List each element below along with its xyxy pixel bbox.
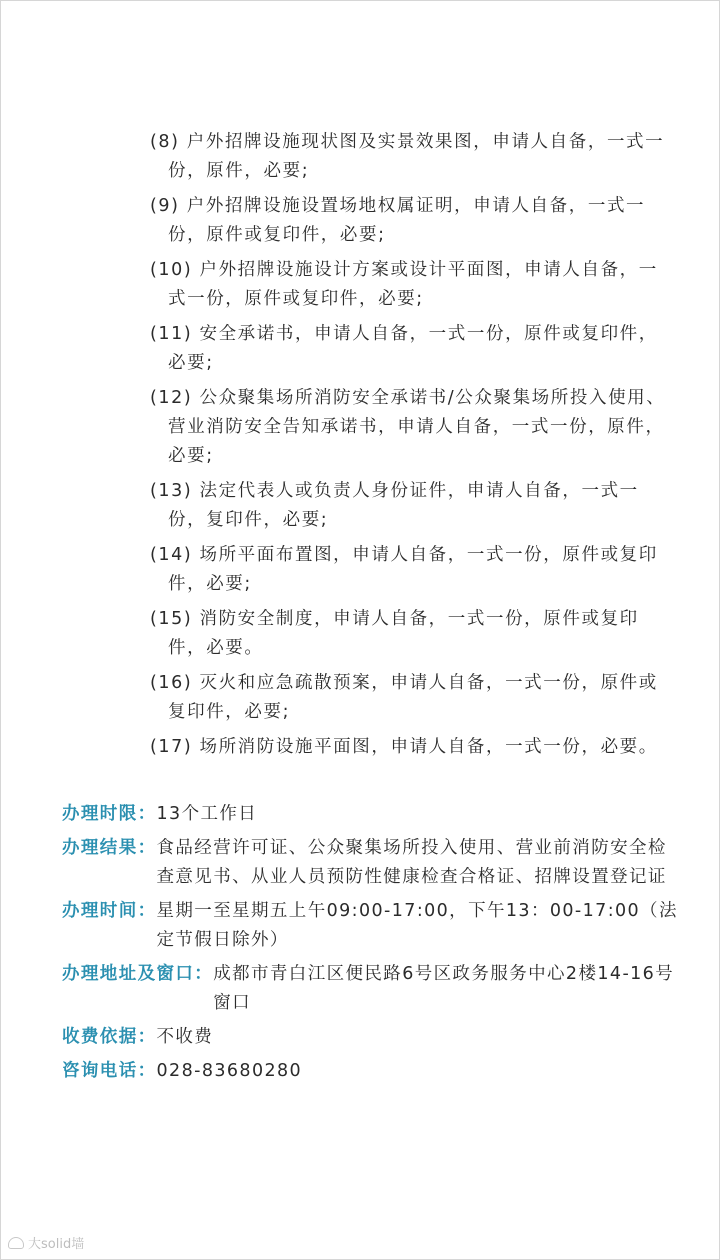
material-item-17: (17) 场所消防设施平面图，申请人自备，一式一份，必要。 — [150, 737, 658, 757]
material-item-13: (13) 法定代表人或负责人身份证件，申请人自备，一式一份，复印件，必要; — [150, 481, 639, 530]
watermark-text: 大solid墙 — [28, 1237, 85, 1252]
phone-row — [62, 1057, 682, 1086]
material-item-14: (14) 场所平面布置图，申请人自备，一式一份，原件或复印件，必要; — [150, 545, 658, 594]
address-label: 办理地址及窗口： — [62, 964, 214, 984]
watermark-logo-icon — [8, 1237, 24, 1249]
hours-label: 办理时间： — [62, 901, 157, 921]
service-info — [62, 800, 682, 1091]
fee-value: 不收费 — [156, 1027, 214, 1047]
time-limit-value: 13个工作日 — [156, 804, 258, 824]
address-row — [62, 960, 682, 1018]
hours-row — [62, 897, 682, 955]
phone-label: 咨询电话： — [62, 1061, 157, 1081]
phone-value: 028-83680280 — [156, 1061, 303, 1081]
material-item-8: (8) 户外招牌设施现状图及实景效果图，申请人自备，一式一份，原件，必要; — [150, 132, 665, 181]
material-item-9: (9) 户外招牌设施设置场地权属证明，申请人自备，一式一份，原件或复印件，必要; — [150, 196, 646, 245]
fee-label: 收费依据： — [62, 1027, 157, 1047]
material-item-16: (16) 灭火和应急疏散预案，申请人自备，一式一份，原件或复印件，必要; — [150, 673, 658, 722]
material-item-10: (10) 户外招牌设施设计方案或设计平面图，申请人自备，一式一份，原件或复印件，必要; — [150, 260, 658, 309]
material-item-15: (15) 消防安全制度，申请人自备，一式一份，原件或复印件，必要。 — [150, 609, 639, 658]
hours-value: 星期一至星期五上午09:00-17:00，下午13：00-17:00（法定节假日除外） — [156, 901, 678, 950]
result-value: 食品经营许可证、公众聚集场所投入使用、营业前消防安全检查意见书、从业人员预防性健康检查合格证、招牌设置登记证 — [156, 838, 667, 887]
result-row — [62, 834, 682, 892]
fee-row — [62, 1023, 682, 1052]
time-limit-label: 办理时限： — [62, 804, 157, 824]
watermark — [8, 1233, 84, 1252]
materials-list — [150, 128, 670, 768]
material-item-12: (12) 公众聚集场所消防安全承诺书/公众聚集场所投入使用、营业消防安全告知承诺书，申请人自备，一式一份，原件，必要; — [150, 388, 666, 466]
material-item-11: (11) 安全承诺书，申请人自备，一式一份，原件或复印件，必要; — [150, 324, 658, 373]
address-value: 成都市青白江区便民路6号区政务服务中心2楼14-16号窗口 — [213, 964, 675, 1013]
result-label: 办理结果： — [62, 838, 157, 858]
time-limit-row — [62, 800, 682, 829]
